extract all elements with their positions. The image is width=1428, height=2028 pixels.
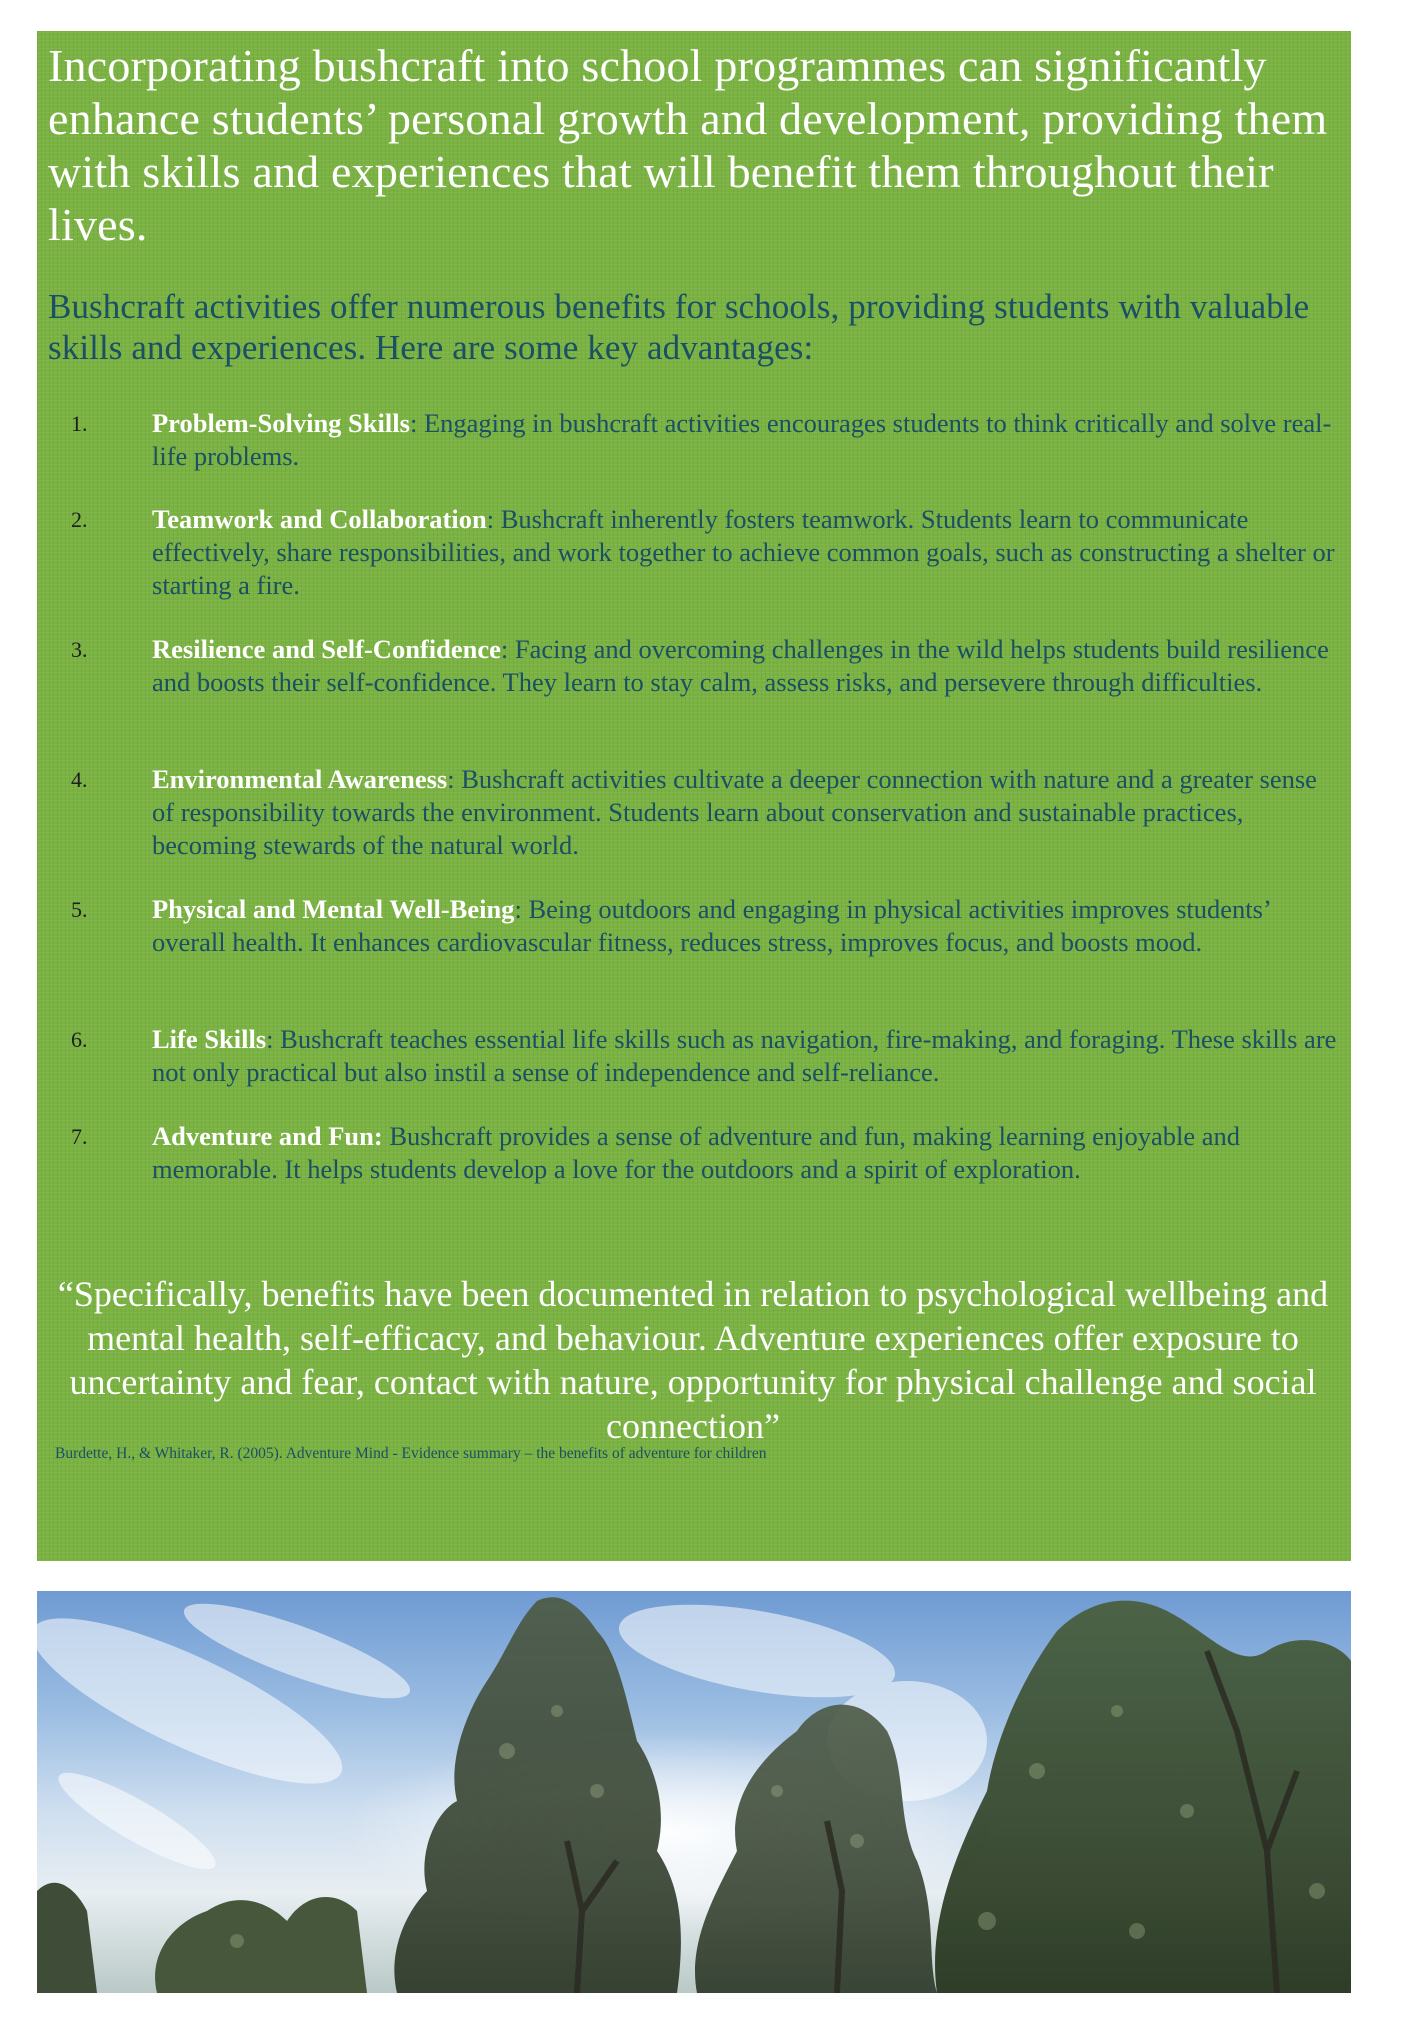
lead-paragraph: Bushcraft activities offer numerous benefits for schools, providing students with valuable skills and experiences. Here are some key advantages: [48, 287, 1310, 367]
list-number: 6. [71, 1027, 88, 1052]
benefit-title: Teamwork and Collaboration [152, 504, 487, 534]
pull-quote: “Specifically, benefits have been documented in relation to psychological wellbeing and mental health, self-efficacy, and behaviour. Adventure experiences offer exposure to uncertainty and fear, contact with nature, opportunity for physical challenge and social connection” [57, 1274, 1329, 1446]
title-colon: : [514, 894, 522, 924]
title-colon: : [486, 504, 495, 534]
title-colon: : [409, 408, 418, 438]
title-colon: : [373, 1121, 383, 1151]
list-item [71, 633, 1341, 699]
list-item [71, 407, 1341, 473]
benefit-title: Life Skills [152, 1024, 267, 1054]
benefit-text: Bushcraft provides a sense of adventure and fun, making learning enjoyable and memorable. It helps students develop a love for the outdoors and a spirit of exploration. [152, 1121, 1240, 1184]
benefit-text: Facing and overcoming challenges in the wild helps students build resilience and boosts their self-confidence. They learn to stay calm, assess risks, and persevere through difficulties. [152, 634, 1329, 697]
list-item [71, 1120, 1341, 1186]
list-number: 4. [71, 767, 88, 792]
list-item-body [152, 763, 1341, 862]
trees-image-icon [37, 1591, 1351, 1993]
benefit-title: Physical and Mental Well-Being [152, 894, 515, 924]
list-item [71, 503, 1341, 602]
title-colon: : [500, 634, 509, 664]
benefit-title: Adventure and Fun [152, 1121, 374, 1151]
list-number: 7. [71, 1124, 88, 1149]
benefit-text: Bushcraft teaches essential life skills such as navigation, fire-making, and foraging. These skills are not only practical but also instil a sense of independence and self-reliance. [152, 1024, 1337, 1087]
benefit-title: Resilience and Self-Confidence [152, 634, 501, 664]
citation: Burdette, H., & Whitaker, R. (2005). Adventure Mind - Evidence summary – the benefits of adventure for children [55, 1445, 767, 1462]
list-number: 5. [71, 897, 88, 922]
intro-heading: Incorporating bushcraft into school programmes can significantly enhance students’ personal growth and development, providing them with skills and experiences that will benefit them throughout their lives. [48, 40, 1328, 250]
benefits-panel [37, 31, 1351, 1561]
list-number: 1. [71, 411, 88, 436]
list-item-body [152, 407, 1341, 473]
benefit-text: Bushcraft activities cultivate a deeper connection with nature and a greater sense of responsibility towards the environment. Students learn about conservation and sustainable practices, becoming stewards of the natural world. [152, 764, 1317, 860]
benefit-title: Problem-Solving Skills [152, 408, 410, 438]
list-item [71, 1023, 1341, 1089]
list-item-body [152, 1023, 1341, 1089]
list-item-body [152, 633, 1341, 699]
title-colon: : [447, 764, 455, 794]
list-item [71, 763, 1341, 862]
list-item-body [152, 893, 1341, 959]
list-number: 3. [71, 637, 88, 662]
benefit-text: Being outdoors and engaging in physical activities improves students’ overall health. It enhances cardiovascular fitness, reduces stress, improves focus, and boosts mood. [152, 894, 1270, 957]
list-number: 2. [71, 507, 88, 532]
list-item-body [152, 1120, 1341, 1186]
benefit-text: Bushcraft inherently fosters teamwork. Students learn to communicate effectively, share responsibilities, and work together to achieve common goals, such as constructing a shelter or starting a fire. [152, 504, 1335, 600]
benefit-text: Engaging in bushcraft activities encourages students to think critically and solve real-life problems. [152, 408, 1332, 471]
list-item-body [152, 503, 1341, 602]
woodland-photo [37, 1591, 1351, 1993]
title-colon: : [266, 1024, 274, 1054]
list-item [71, 893, 1341, 959]
benefit-title: Environmental Awareness [152, 764, 448, 794]
